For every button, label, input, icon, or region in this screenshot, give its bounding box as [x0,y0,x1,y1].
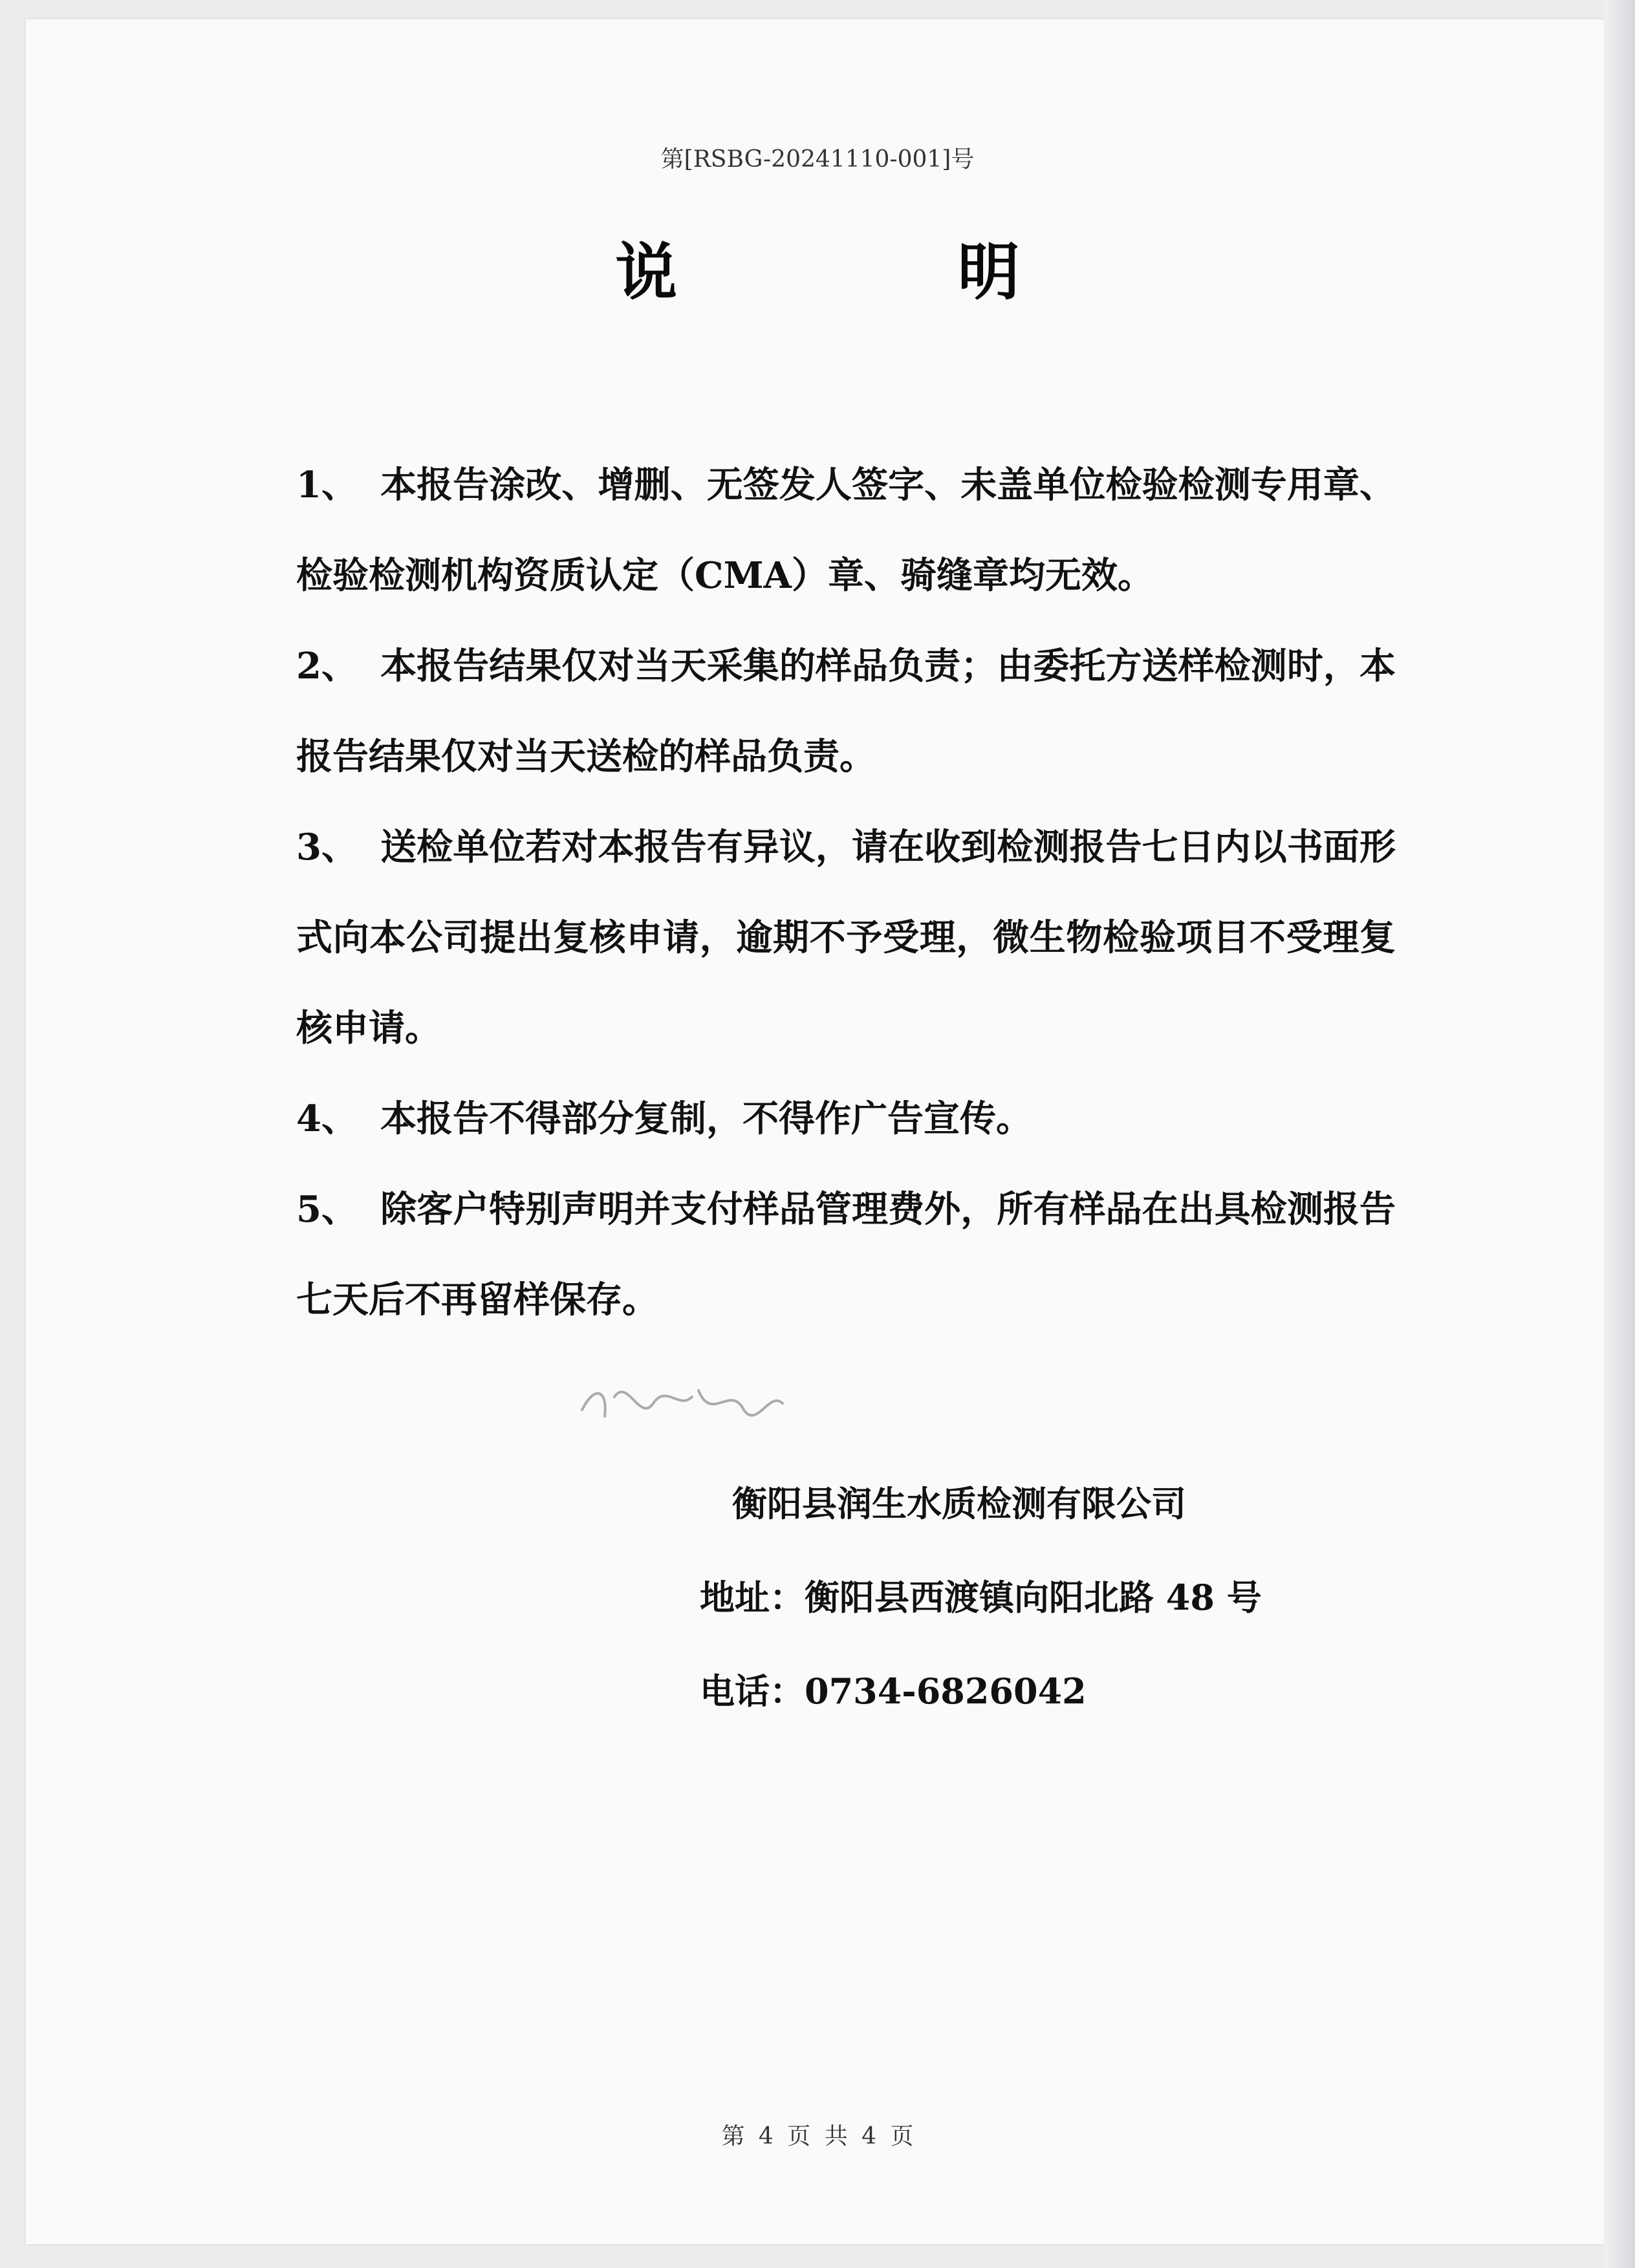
note-text: 本报告不得部分复制，不得作广告宣传。 [380,1097,1032,1140]
scan-edge [1604,0,1635,2268]
company-info [700,1481,1262,1714]
note-item [296,440,1396,621]
note-number: 5、 [296,1188,358,1231]
note-number: 3、 [296,826,358,869]
company-address: 地址：衡阳县西渡镇向阳北路 48 号 [700,1577,1262,1618]
note-number: 4、 [296,1097,358,1140]
note-item [296,621,1396,802]
note-item [296,1074,1396,1164]
page-number: 第 4 页 共 4 页 [721,2123,914,2150]
note-item [296,1164,1396,1345]
report-number: 第[RSBG-20241110-001]号 [660,146,975,173]
page-title: 说 明 [615,235,1149,308]
note-number: 2、 [296,645,358,687]
company-name: 衡阳县润生水质检测有限公司 [732,1483,1186,1524]
note-text: 除客户特别声明并支付样品管理费外，所有样品在出具检测报告七天后不再留样保存。 [296,1188,1396,1321]
company-phone: 电话：0734-6826042 [700,1670,1087,1712]
note-number: 1、 [296,464,358,506]
note-item [296,802,1396,1074]
note-text: 送检单位若对本报告有异议，请在收到检测报告七日内以书面形式向本公司提出复核申请，逾期不予受理，微生物检验项目不受理复核申请。 [296,826,1396,1050]
handwritten-signature [569,1365,789,1442]
note-text: 本报告结果仅对当天采集的样品负责；由委托方送样检测时，本报告结果仅对当天送检的样品负责。 [296,645,1396,778]
notes-list [296,440,1396,1345]
note-text: 本报告涂改、增删、无签发人签字、未盖单位检验检测专用章、检验检测机构资质认定（CMA）章、骑缝章均无效。 [296,464,1396,597]
